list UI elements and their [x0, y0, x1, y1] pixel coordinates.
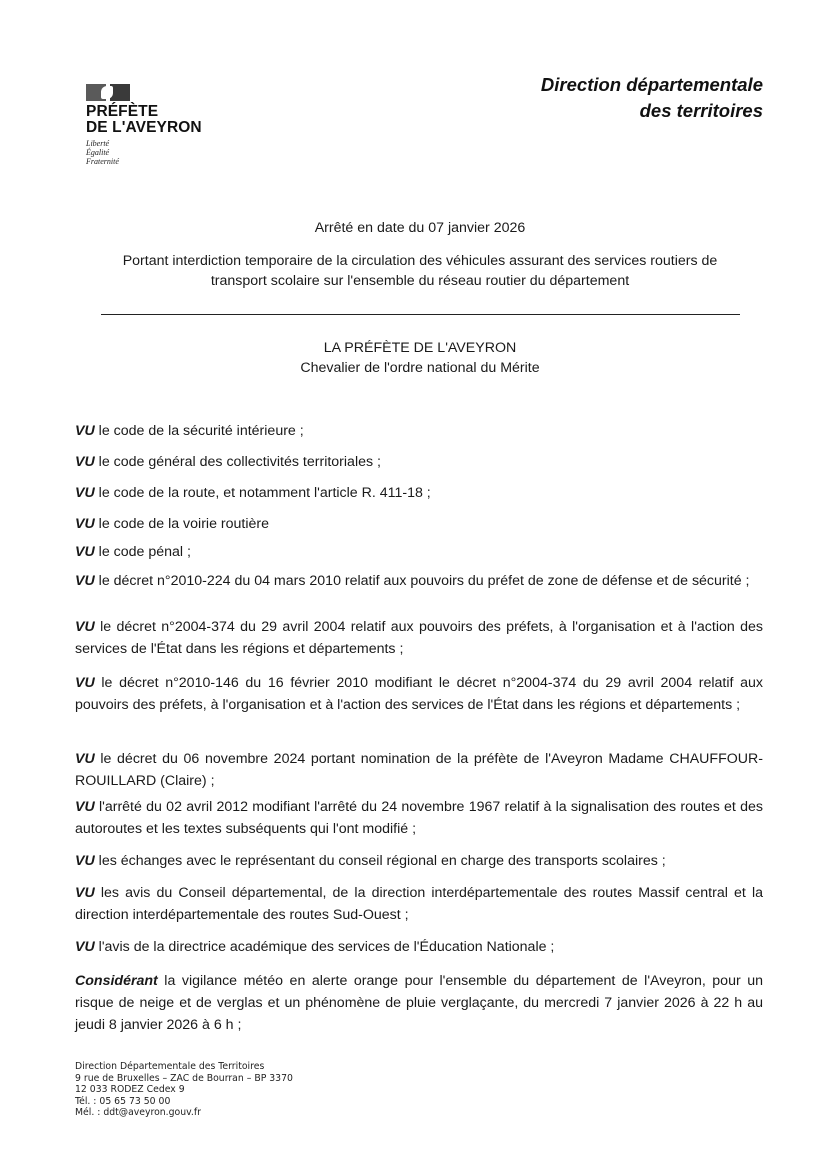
considerant-paragraph: [75, 970, 763, 1036]
visa-paragraph: [75, 850, 763, 872]
visa-text: le code de la route, et notamment l'article R. 411-18 ;: [94, 485, 431, 501]
footer-address: [75, 1061, 293, 1119]
visa-keyword: VU: [75, 885, 95, 901]
visa-text: le décret n°2010-146 du 16 février 2010 modifiant le décret n°2004-374 du 29 avril 2004 relatif aux pouvoirs des préfets, à l'organisation et à l'action des services de l'État dans les régions et départements ;: [75, 675, 763, 713]
prefecture-logo: [86, 84, 202, 166]
devise: [86, 139, 202, 166]
visa-text: le code de la voirie routière: [94, 516, 270, 532]
visa-text: le décret n°2010-224 du 04 mars 2010 relatif aux pouvoirs du préfet de zone de défense et de sécurité ;: [94, 573, 750, 589]
visa-keyword: VU: [75, 939, 95, 955]
visa-text: le décret n°2004-374 du 29 avril 2004 relatif aux pouvoirs des préfets, à l'organisation et à l'action des services de l'État dans les régions et départements ;: [75, 619, 763, 657]
visa-keyword: VU: [75, 454, 95, 470]
logo-line-1: PRÉFÈTE: [86, 103, 159, 120]
authority: [80, 338, 760, 378]
title-divider: [101, 314, 740, 315]
visa-text: la vigilance météo en alerte orange pour l'ensemble du département de l'Aveyron, pour un risque de neige et de verglas et un phénomène de pluie verglaçante, du mercredi 7 janvier 2026 à 22 h au jeudi 8 janvier 2026 à 6 h ;: [75, 973, 763, 1033]
visa-keyword: VU: [75, 853, 95, 869]
visa-keyword: VU: [75, 573, 95, 589]
visa-paragraph: [75, 672, 763, 716]
visa-text: le décret du 06 novembre 2024 portant nomination de la préfète de l'Aveyron Madame CHAUFFOUR-ROUILLARD (Claire) ;: [75, 751, 763, 789]
arrete-date: Arrêté en date du 07 janvier 2026: [314, 220, 526, 236]
devise-liberte: Liberté: [86, 139, 110, 148]
visa-keyword: VU: [75, 799, 95, 815]
visa-text: l'avis de la directrice académique des services de l'Éducation Nationale ;: [94, 939, 555, 955]
visa-paragraph: [75, 616, 763, 660]
authority-line-1: LA PRÉFÈTE DE L'AVEYRON: [323, 340, 517, 356]
visa-paragraph: [75, 513, 763, 535]
footer-line[interactable]: Mél. : ddt@aveyron.gouv.fr: [75, 1107, 201, 1118]
visa-text: l'arrêté du 02 avril 2012 modifiant l'arrêté du 24 novembre 1967 relatif à la signalisation des routes et des autoroutes et les textes subséquents qui l'ont modifié ;: [75, 799, 763, 837]
visa-keyword: VU: [75, 751, 95, 767]
visa-keyword: VU: [75, 423, 95, 439]
arrete-object: [80, 251, 760, 291]
visa-text: le code de la sécurité intérieure ;: [94, 423, 304, 439]
visa-paragraph: [75, 451, 763, 473]
visa-keyword: VU: [75, 544, 95, 560]
visa-paragraph: [75, 796, 763, 840]
visa-keyword: VU: [75, 516, 95, 532]
authority-line-2: Chevalier de l'ordre national du Mérite: [300, 360, 540, 376]
visa-keyword: VU: [75, 485, 95, 501]
service-name: [541, 72, 763, 124]
marianne-emblem-icon: [86, 84, 130, 101]
visa-paragraph: [75, 570, 763, 592]
footer-line: 12 033 RODEZ Cedex 9: [75, 1084, 185, 1095]
visa-paragraph: [75, 420, 763, 442]
visa-text: les échanges avec le représentant du conseil régional en charge des transports scolaires ;: [94, 853, 666, 869]
visa-text: le code général des collectivités territoriales ;: [94, 454, 381, 470]
devise-egalite: Égalité: [86, 148, 110, 157]
visa-keyword: VU: [75, 619, 95, 635]
arrete-object-line-2: transport scolaire sur l'ensemble du réseau routier du département: [210, 273, 630, 289]
visa-text: le code pénal ;: [94, 544, 191, 560]
visa-keyword: Considérant: [75, 973, 158, 989]
visa-paragraph: [75, 748, 763, 792]
logo-line-2: DE L'AVEYRON: [86, 119, 202, 136]
visa-keyword: VU: [75, 675, 95, 691]
arrete-object-line-1: Portant interdiction temporaire de la circulation des véhicules assurant des services routiers de: [122, 253, 718, 269]
visa-paragraph: [75, 936, 763, 958]
service-name-line-2: des territoires: [639, 100, 763, 121]
visa-text: les avis du Conseil départemental, de la direction interdépartementale des routes Massif central et la direction interdépartementale des routes Sud-Ouest ;: [75, 885, 763, 923]
devise-fraternite: Fraternité: [86, 157, 119, 166]
footer-line: Tél. : 05 65 73 50 00: [75, 1095, 171, 1107]
footer-line: 9 rue de Bruxelles – ZAC de Bourran – BP 3370: [75, 1072, 293, 1084]
service-name-line-1: Direction départementale: [540, 74, 763, 95]
footer-line: Direction Départementale des Territoires: [75, 1061, 265, 1072]
visa-paragraph: [75, 882, 763, 926]
visa-paragraph: [75, 541, 763, 563]
visa-paragraph: [75, 482, 763, 504]
